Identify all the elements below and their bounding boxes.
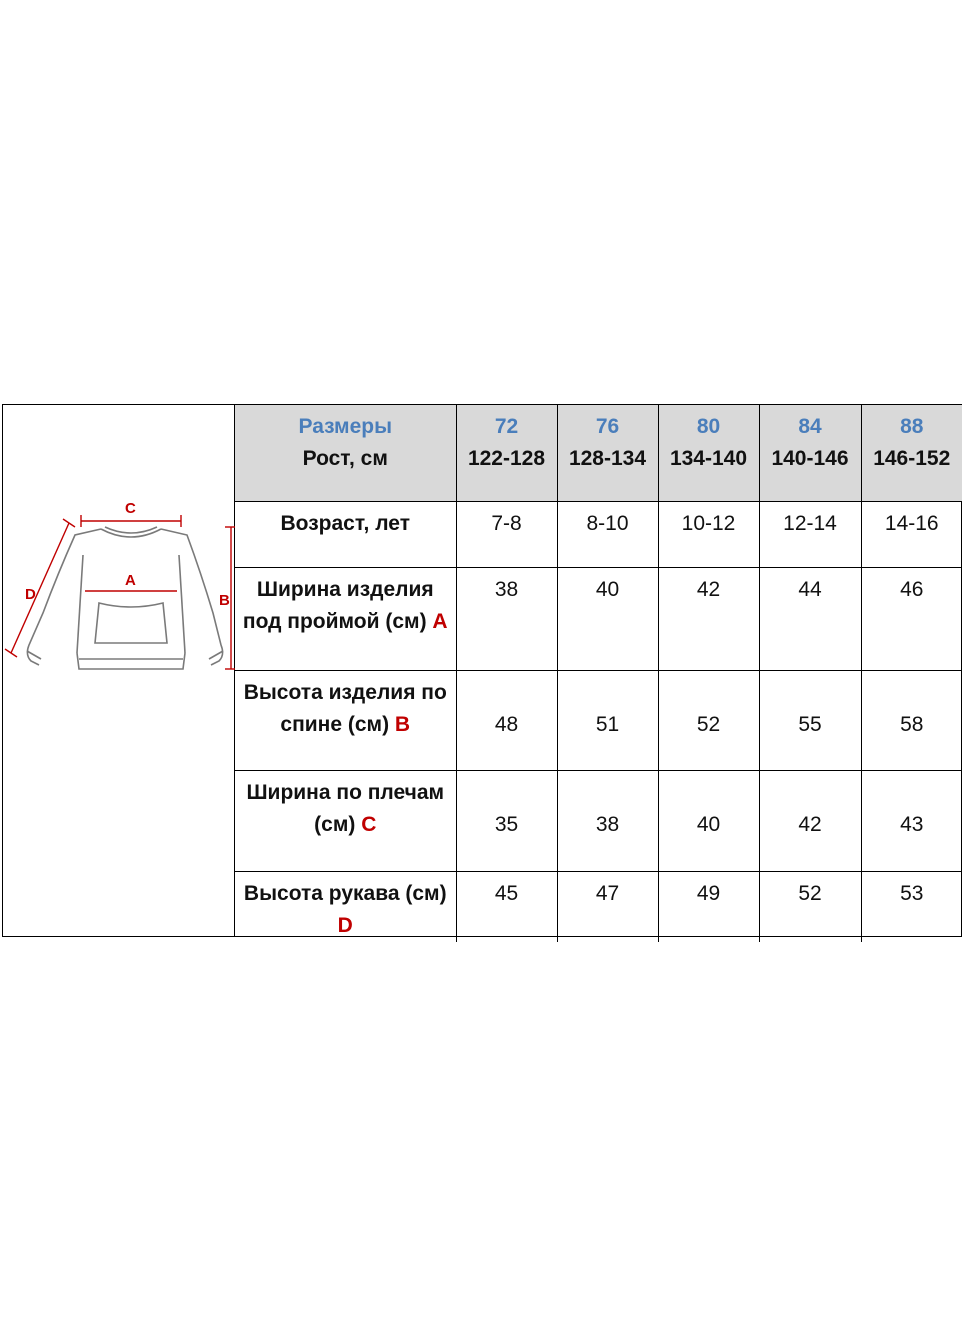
height-range: 134-140 [669,447,748,470]
measure-letter: A [432,609,448,633]
size-value: 80 [696,415,721,438]
diagram-letter-d: D [25,586,36,603]
height-range: 146-152 [873,447,951,470]
size-value: 84 [798,415,822,438]
header-size-cell [658,405,759,501]
height-range: 122-128 [467,447,546,470]
table-cell: 40 [658,770,759,871]
table-cell: 52 [658,670,759,770]
table-cell: 43 [861,770,962,871]
size-value: 76 [595,415,620,438]
table-cell: 48 [456,670,557,770]
measure-letter: C [361,812,377,836]
sweatshirt-illustration [3,493,235,693]
table-row [235,871,962,942]
row-label [235,501,456,567]
size-value: 88 [900,415,924,438]
table-cell: 38 [557,770,658,871]
table-cell: 58 [861,670,962,770]
header-size-cell [557,405,658,501]
header-size-cell [456,405,557,501]
table-cell: 14-16 [861,501,962,567]
table-cell: 46 [861,567,962,670]
table-cell: 47 [557,871,658,942]
header-row [235,405,962,501]
row-label [235,770,456,871]
header-size-cell [759,405,861,501]
measure-letter: B [394,712,411,736]
table-cell: 35 [456,770,557,871]
diagram-letter-b: B [219,592,230,609]
table-row [235,670,962,770]
table-cell: 45 [456,871,557,942]
table-cell: 44 [759,567,861,670]
header-size-cell [861,405,962,501]
table-row [235,770,962,871]
sweatshirt-diagram [3,405,235,936]
table-cell: 55 [759,670,861,770]
table-cell: 42 [658,567,759,670]
table-cell: 7-8 [456,501,557,567]
height-range: 140-146 [771,447,849,470]
row-label-text: Ширина изделия под проймой (см) [242,577,434,633]
row-label [235,567,456,670]
table-cell: 38 [456,567,557,670]
row-label-text: Ширина по плечам (см) [246,780,445,836]
diagram-letter-c: C [125,500,136,517]
header-label-cell [235,405,456,501]
diagram-letter-a: A [125,572,136,589]
sizes-label: Размеры [298,415,393,438]
size-value: 72 [494,415,519,438]
table-cell: 49 [658,871,759,942]
row-label [235,871,456,942]
height-label: Рост, см [302,447,388,470]
table-cell: 40 [557,567,658,670]
row-label-text: Возраст, лет [280,511,410,535]
row-label-text: Высота изделия по спине (см) [243,680,447,736]
table-row [235,567,962,670]
size-table [235,405,962,942]
table-cell: 12-14 [759,501,861,567]
table-row [235,501,962,567]
size-chart [2,404,962,937]
table-cell: 42 [759,770,861,871]
table-cell: 51 [557,670,658,770]
table-cell: 52 [759,871,861,942]
table-cell: 8-10 [557,501,658,567]
table-cell: 53 [861,871,962,942]
measure-letter: D [337,913,353,937]
table-cell: 10-12 [658,501,759,567]
row-label [235,670,456,770]
row-label-text: Высота рукава (см) [243,881,447,905]
height-range: 128-134 [568,447,647,470]
